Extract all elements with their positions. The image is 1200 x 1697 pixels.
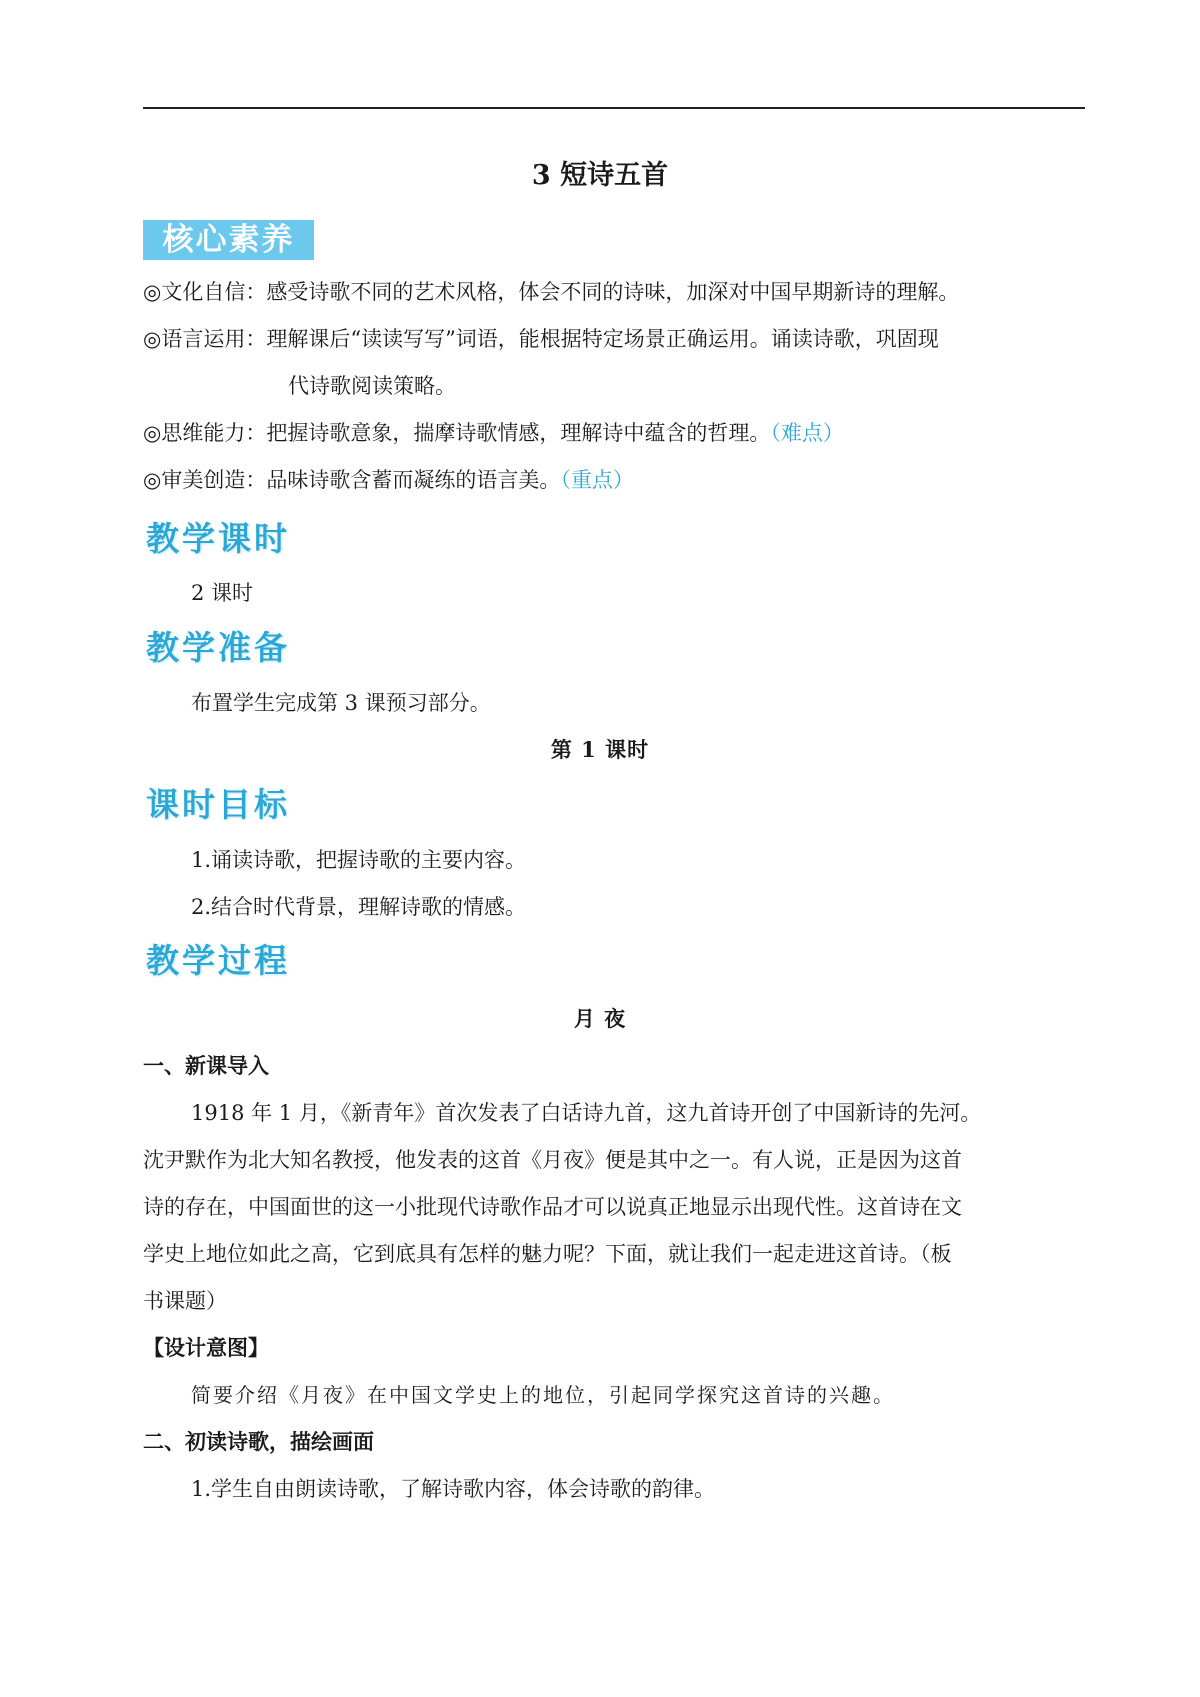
lesson-1-title: 第 1 课时: [550, 737, 650, 762]
intro-paragraph-line: 学史上地位如此之高，它到底具有怎样的魅力呢？下面，就让我们一起走进这首诗。（板: [143, 1242, 952, 1266]
section-1-heading: 一、新课导入: [143, 1053, 269, 1078]
core-item-text: 把握诗歌意象，揣摩诗歌情感，理解诗中蕴含的哲理。: [266, 421, 771, 445]
core-item-label: ◎文化自信：: [143, 280, 267, 304]
lesson-goals-heading: 课时目标: [146, 785, 290, 824]
core-item-text: 品味诗歌含蓄而凝练的语言美。: [266, 468, 561, 492]
poem-title: 月 夜: [573, 1006, 627, 1031]
section-2-heading: 二、初读诗歌，描绘画面: [143, 1429, 374, 1454]
core-item-thinking: [143, 418, 844, 448]
teaching-prep-text: 布置学生完成第 3 课预习部分。: [191, 691, 491, 715]
header-rule: [143, 107, 1085, 109]
intro-paragraph-line: 沈尹默作为北大知名教授，他发表的这首《月夜》便是其中之一。有人说，正是因为这首: [143, 1148, 962, 1172]
difficulty-tag: （难点）: [770, 421, 844, 445]
core-item-label: ◎语言运用：: [143, 327, 267, 351]
teaching-prep-heading: 教学准备: [146, 628, 290, 667]
core-item-text: 感受诗歌不同的艺术风格，体会不同的诗味，加深对中国早期新诗的理解。: [266, 280, 960, 304]
core-item-text: 理解课后“读读写写”词语，能根据特定场景正确运用。诵读诗歌，巩固现: [266, 327, 939, 351]
teaching-process-heading: 教学过程: [146, 941, 290, 980]
core-item-language-continued: 代诗歌阅读策略。: [288, 374, 456, 398]
intro-paragraph-line: 书课题）: [143, 1289, 227, 1313]
teaching-hours-text: 2 课时: [191, 581, 254, 605]
goal-item: 1.诵读诗歌，把握诗歌的主要内容。: [191, 848, 527, 872]
intro-paragraph-line: 1918 年 1 月，《新青年》首次发表了白话诗九首，这九首诗开创了中国新诗的先河。: [191, 1101, 982, 1125]
goal-item: 2.结合时代背景，理解诗歌的情感。: [191, 895, 527, 919]
teaching-hours-heading: 教学课时: [146, 519, 290, 558]
intro-paragraph-line: 诗的存在，中国面世的这一小批现代诗歌作品才可以说真正地显示出现代性。这首诗在文: [143, 1195, 962, 1219]
focus-tag: （重点）: [560, 468, 634, 492]
lesson-title: 3 短诗五首: [531, 160, 669, 191]
core-item-aesthetic: [143, 465, 634, 495]
core-item-label: ◎审美创造：: [143, 468, 267, 492]
design-intent-text: 简要介绍《月夜》在中国文学史上的地位，引起同学探究这首诗的兴趣。: [191, 1383, 895, 1407]
core-literacy-badge: 核心素养: [143, 220, 314, 260]
step-item: 1.学生自由朗读诗歌，了解诗歌内容，体会诗歌的韵律。: [191, 1477, 716, 1501]
core-item-culture: [143, 277, 959, 307]
design-intent-label: 【设计意图】: [143, 1335, 269, 1360]
core-item-label: ◎思维能力：: [143, 421, 267, 445]
core-item-language: [143, 324, 939, 354]
